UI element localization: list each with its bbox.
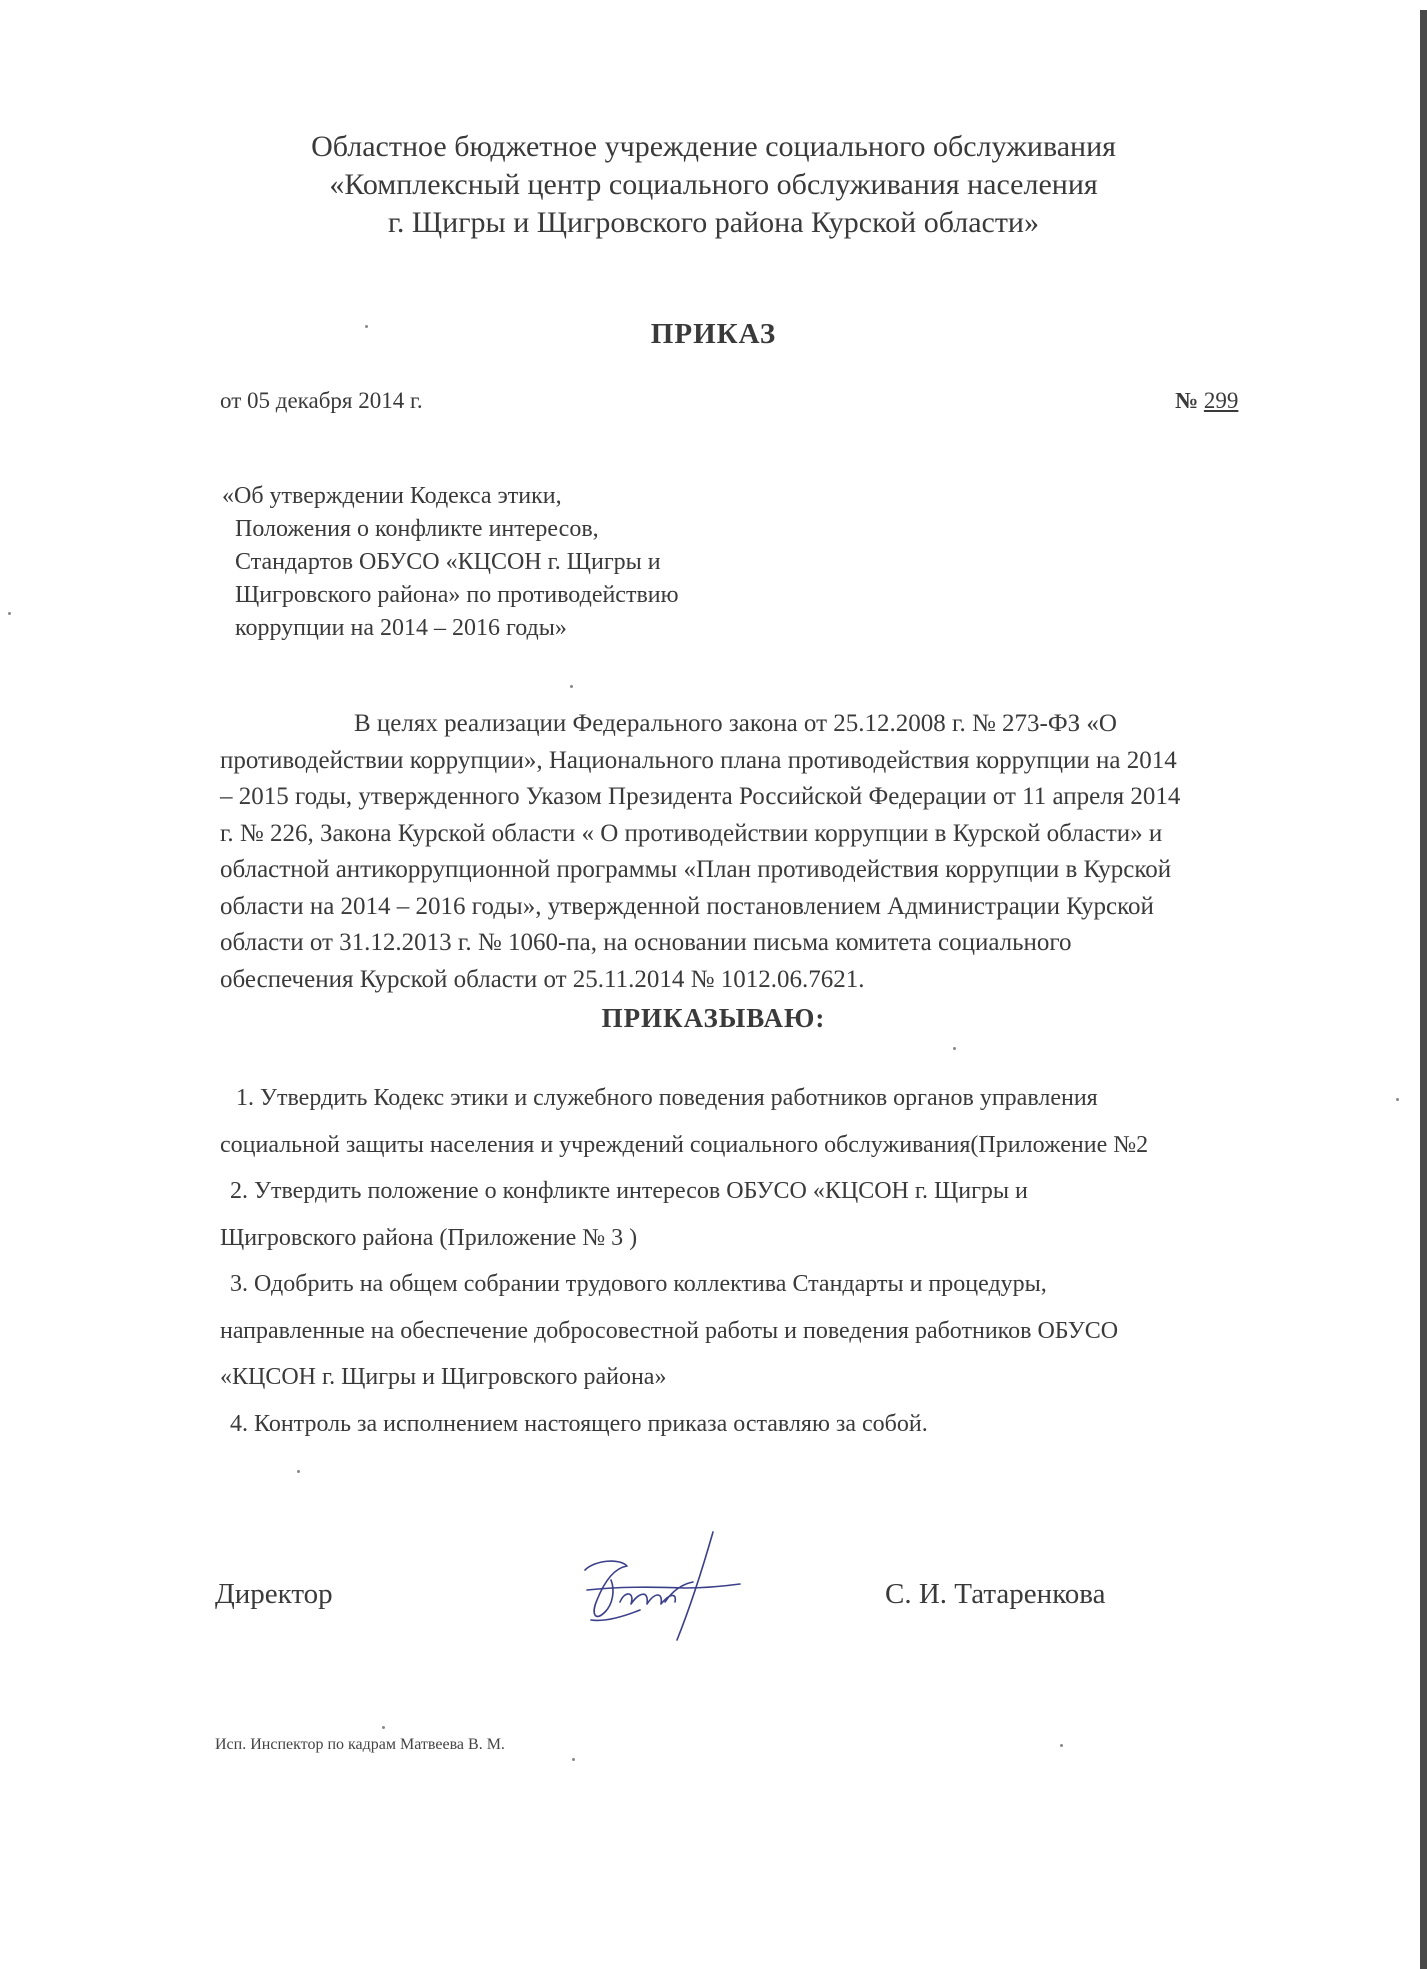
order-heading: ПРИКАЗЫВАЮ: bbox=[601, 1003, 826, 1033]
subject-line-1: «Об утверждении Кодекса этики, bbox=[222, 483, 562, 509]
scan-speck bbox=[1396, 1098, 1399, 1101]
header-line-3: г. Щигры и Щигровского района Курской области» bbox=[388, 206, 1039, 239]
subject-line-4: Щигровского района» по противодействию bbox=[235, 582, 679, 608]
order-subject bbox=[222, 480, 679, 645]
item-2-line-1: 2. Утвердить положение о конфликте интересов ОБУСО «КЦСОН г. Щигры и bbox=[230, 1178, 1028, 1204]
item-3-line-3: «КЦСОН г. Щигры и Щигровского района» bbox=[220, 1364, 667, 1390]
scan-speck bbox=[1060, 1744, 1063, 1747]
scan-speck bbox=[365, 325, 368, 328]
executor-note: Исп. Инспектор по кадрам Матвеева В. М. bbox=[215, 1736, 505, 1753]
preamble-line-7: области от 31.12.2013 г. № 1060-па, на основании письма комитета социального bbox=[220, 929, 1072, 956]
preamble-line-1: В целях реализации Федерального закона от 25.12.2008 г. № 273-ФЗ «О bbox=[354, 710, 1117, 737]
scan-speck bbox=[572, 1758, 575, 1761]
subject-line-5: коррупции на 2014 – 2016 годы» bbox=[235, 615, 567, 641]
scan-speck bbox=[297, 1470, 300, 1473]
scan-speck bbox=[8, 612, 11, 615]
scan-speck bbox=[570, 685, 573, 688]
preamble-line-2: противодействии коррупции», Национального плана противодействия коррупции на 2014 bbox=[220, 746, 1177, 774]
order-items bbox=[220, 1075, 1148, 1447]
scan-speck bbox=[382, 1726, 385, 1729]
item-1-line-1: 1. Утвердить Кодекс этики и служебного поведения работников органов управления bbox=[236, 1085, 1098, 1111]
item-3-line-2: направленные на обеспечение добросовестной работы и поведения работников ОБУСО bbox=[220, 1317, 1119, 1344]
preamble-line-3: – 2015 годы, утвержденного Указом Президента Российской Федерации от 11 апреля 2014 bbox=[220, 783, 1181, 810]
item-1-line-2: социальной защиты населения и учреждений социального обслуживания(Приложение №2 bbox=[220, 1131, 1149, 1158]
subject-line-3: Стандартов ОБУСО «КЦСОН г. Щигры и bbox=[235, 549, 661, 575]
preamble-paragraph bbox=[220, 706, 1180, 998]
order-date: от 05 декабря 2014 г. bbox=[220, 388, 423, 413]
organization-header bbox=[0, 128, 1427, 242]
header-line-2: «Комплексный центр социального обслуживания населения bbox=[329, 168, 1098, 201]
preamble-line-8: обеспечения Курской области от 25.11.2014 № 1012.06.7621. bbox=[220, 965, 865, 993]
preamble-line-5: областной антикоррупционной программы «План противодействия коррупции в Курской bbox=[220, 856, 1172, 883]
order-number bbox=[1175, 388, 1238, 414]
preamble-line-4: г. № 226, Закона Курской области « О противодействии коррупции в Курской области» и bbox=[220, 819, 1163, 847]
item-2-line-2: Щигровского района (Приложение № 3 ) bbox=[220, 1224, 638, 1251]
signatory-position: Директор bbox=[215, 1578, 333, 1610]
order-number-prefix: № bbox=[1175, 388, 1204, 413]
header-line-1: Областное бюджетное учреждение социального обслуживания bbox=[311, 130, 1116, 163]
preamble-line-6: области на 2014 – 2016 годы», утвержденной постановлением Администрации Курской bbox=[220, 892, 1154, 920]
document-title: ПРИКАЗ bbox=[650, 318, 777, 350]
item-3-line-1: 3. Одобрить на общем собрании трудового коллектива Стандарты и процедуры, bbox=[230, 1271, 1047, 1297]
signatory-name: С. И. Татаренкова bbox=[885, 1578, 1106, 1610]
order-number-value: 299 bbox=[1203, 388, 1239, 413]
handwritten-signature-icon bbox=[565, 1530, 755, 1650]
scan-edge-shadow bbox=[1420, 10, 1427, 1969]
subject-line-2: Положения о конфликте интересов, bbox=[235, 516, 599, 542]
item-4-line-1: 4. Контроль за исполнением настоящего приказа оставляю за собой. bbox=[230, 1410, 928, 1437]
scan-speck bbox=[953, 1047, 956, 1050]
